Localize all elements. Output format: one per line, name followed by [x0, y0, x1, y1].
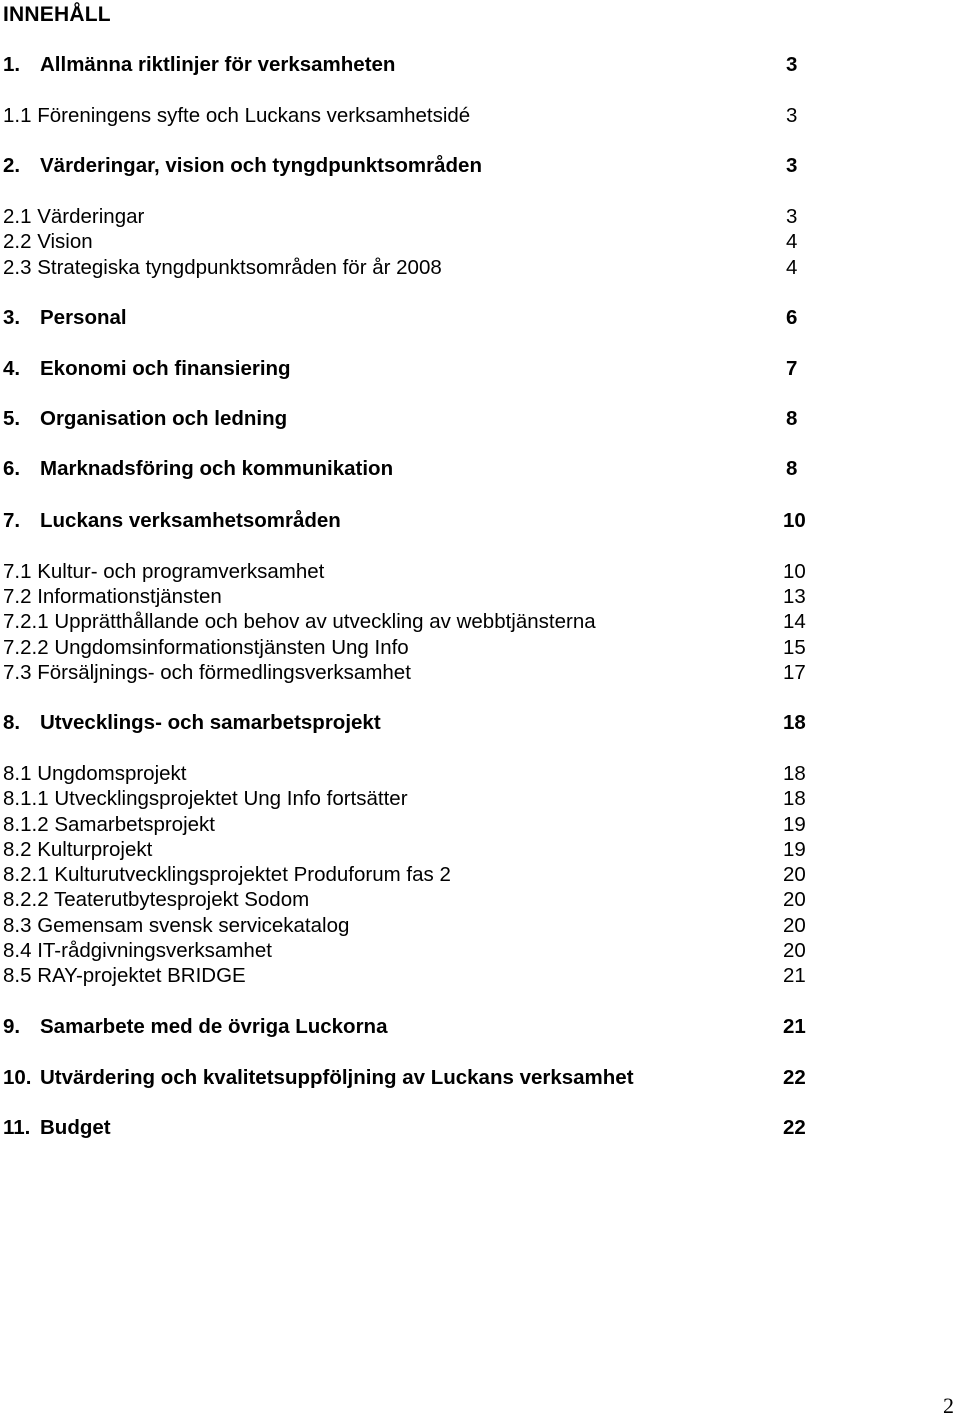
toc-entry	[3, 1115, 833, 1140]
toc-entry-title: Gemensam svensk servicekatalog	[37, 914, 350, 937]
toc-entry	[3, 837, 833, 862]
toc-entry-number: 8.2.2	[3, 888, 49, 911]
toc-entry-title: Personal	[40, 306, 127, 329]
toc-entry-page: 3	[786, 53, 798, 76]
toc-entry	[3, 635, 833, 660]
toc-entry-title: Kultur- och programverksamhet	[37, 560, 325, 583]
toc-entry-number: 10.	[3, 1066, 32, 1089]
toc-entry-number: 1.	[3, 53, 21, 76]
toc-entry-page: 10	[783, 560, 806, 583]
toc-entry	[3, 204, 833, 229]
toc-entry	[3, 305, 833, 330]
toc-entry-title: Värderingar, vision och tyngdpunktsområden	[40, 154, 482, 177]
toc-entry-title: Försäljnings- och förmedlingsverksamhet	[37, 661, 411, 684]
toc-entry-title: Ungdomsinformationstjänsten Ung Info	[54, 636, 409, 659]
toc-entry-page: 19	[783, 813, 806, 836]
toc-entry-title: Luckans verksamhetsområden	[40, 509, 341, 532]
toc-entry	[3, 584, 833, 609]
toc-entry-number: 6.	[3, 457, 21, 480]
toc-entry-title: Utvecklings- och samarbetsprojekt	[40, 711, 381, 734]
toc-entry-title: Samarbetsprojekt	[54, 813, 215, 836]
toc-entry-page: 8	[786, 407, 798, 430]
toc-entry	[3, 153, 833, 178]
toc-entry-page: 20	[783, 939, 806, 962]
toc-entry-page: 18	[783, 711, 806, 734]
toc-entry-number: 2.3	[3, 256, 32, 279]
toc-entry-title: Organisation och ledning	[40, 407, 288, 430]
toc-entry-page: 3	[786, 104, 798, 127]
toc-entry-page: 18	[783, 787, 806, 810]
toc-entry-number: 7.	[3, 509, 21, 532]
toc-entry	[3, 456, 833, 481]
toc-entry-title: Föreningens syfte och Luckans verksamhetsidé	[37, 104, 471, 127]
toc-entry-title: Värderingar	[37, 205, 145, 228]
toc-entry	[3, 508, 833, 533]
toc-entry-number: 8.5	[3, 964, 32, 987]
toc-entry-page: 7	[786, 357, 798, 380]
toc-entry	[3, 761, 833, 786]
toc-entry-number: 8.4	[3, 939, 32, 962]
toc-entry-title: Ungdomsprojekt	[37, 762, 187, 785]
toc-entry-title: Allmänna riktlinjer för verksamheten	[40, 53, 396, 76]
toc-entry-number: 8.	[3, 711, 21, 734]
toc-entry-page: 6	[786, 306, 798, 329]
toc-entry-page: 20	[783, 863, 806, 886]
toc-entry-title: Utvecklingsprojektet Ung Info fortsätter	[54, 787, 408, 810]
toc-entry	[3, 609, 833, 634]
toc-entry-number: 8.1.1	[3, 787, 49, 810]
toc-entry-number: 7.2	[3, 585, 32, 608]
toc-entry-number: 7.1	[3, 560, 32, 583]
toc-entry-title: Marknadsföring och kommunikation	[40, 457, 394, 480]
toc-entry	[3, 103, 833, 128]
toc-entry	[3, 963, 833, 988]
toc-entry-number: 4.	[3, 357, 21, 380]
toc-entry	[3, 862, 833, 887]
toc-entry-page: 20	[783, 888, 806, 911]
toc-entry	[3, 660, 833, 685]
toc-entry-page: 19	[783, 838, 806, 861]
toc-entry-number: 7.2.1	[3, 610, 49, 633]
toc-entry-page: 4	[786, 230, 798, 253]
toc-entry	[3, 887, 833, 912]
toc-entry-number: 9.	[3, 1015, 21, 1038]
toc-entry-page: 22	[783, 1116, 806, 1139]
toc-entry-page: 17	[783, 661, 806, 684]
toc-entry-page: 14	[783, 610, 806, 633]
toc-entry	[3, 1014, 833, 1039]
toc-entry-title: Kulturprojekt	[37, 838, 153, 861]
toc-entry-page: 18	[783, 762, 806, 785]
toc-entry-number: 8.1.2	[3, 813, 49, 836]
toc-entry	[3, 710, 833, 735]
toc-entry	[3, 938, 833, 963]
toc-entry-title: Vision	[37, 230, 93, 253]
toc-entry-title: IT-rådgivningsverksamhet	[37, 939, 272, 962]
toc-entry-number: 8.1	[3, 762, 32, 785]
toc-entry-title: Informationstjänsten	[37, 585, 222, 608]
toc-entry	[3, 406, 833, 431]
toc-entry-number: 7.3	[3, 661, 32, 684]
toc-entry-page: 3	[786, 205, 798, 228]
toc-entry	[3, 255, 833, 280]
toc-entry-page: 8	[786, 457, 798, 480]
toc-entry-title: Utvärdering och kvalitetsuppföljning av Luckans verksamhet	[40, 1066, 634, 1089]
toc-entry-number: 2.	[3, 154, 21, 177]
toc-entry-page: 13	[783, 585, 806, 608]
toc-entry	[3, 559, 833, 584]
toc-entry	[3, 913, 833, 938]
toc-entry-number: 7.2.2	[3, 636, 49, 659]
toc-entry-title: Upprätthållande och behov av utveckling av webbtjänsterna	[54, 610, 596, 633]
toc-entry-number: 3.	[3, 306, 21, 329]
toc-entry	[3, 52, 833, 77]
toc-entry-number: 8.3	[3, 914, 32, 937]
toc-entry	[3, 1065, 833, 1090]
toc-entry-number: 8.2.1	[3, 863, 49, 886]
toc-entry-number: 2.1	[3, 205, 32, 228]
toc-entry-page: 15	[783, 636, 806, 659]
toc-entry-title: RAY-projektet BRIDGE	[37, 964, 246, 987]
toc-entry-page: 20	[783, 914, 806, 937]
toc-entry-number: 2.2	[3, 230, 32, 253]
toc-entry-page: 21	[783, 1015, 806, 1038]
toc-entry-page: 10	[783, 509, 806, 532]
toc-entry-title: Strategiska tyngdpunktsområden för år 2008	[37, 256, 442, 279]
toc-entry-number: 8.2	[3, 838, 32, 861]
toc-entry-number: 5.	[3, 407, 21, 430]
toc-entry-title: Budget	[40, 1116, 111, 1139]
toc-entry-title: Teaterutbytesprojekt Sodom	[53, 888, 310, 911]
toc-entry	[3, 356, 833, 381]
toc-entry-number: 11.	[3, 1116, 31, 1139]
toc-entry	[3, 786, 833, 811]
toc-entry-page: 22	[783, 1066, 806, 1089]
toc-entry-page: 21	[783, 964, 806, 987]
toc-entry-page: 4	[786, 256, 798, 279]
toc-entry-page: 3	[786, 154, 798, 177]
toc-entry-number: 1.1	[3, 104, 32, 127]
toc-entry	[3, 229, 833, 254]
toc-entry-title: Samarbete med de övriga Luckorna	[40, 1015, 388, 1038]
toc-entry-title: Kulturutvecklingsprojektet Produforum fas 2	[54, 863, 451, 886]
page-number: 2	[943, 1393, 954, 1418]
toc-entry-title: Ekonomi och finansiering	[40, 357, 291, 380]
toc-heading: INNEHÅLL	[3, 3, 111, 26]
toc-entry	[3, 812, 833, 837]
